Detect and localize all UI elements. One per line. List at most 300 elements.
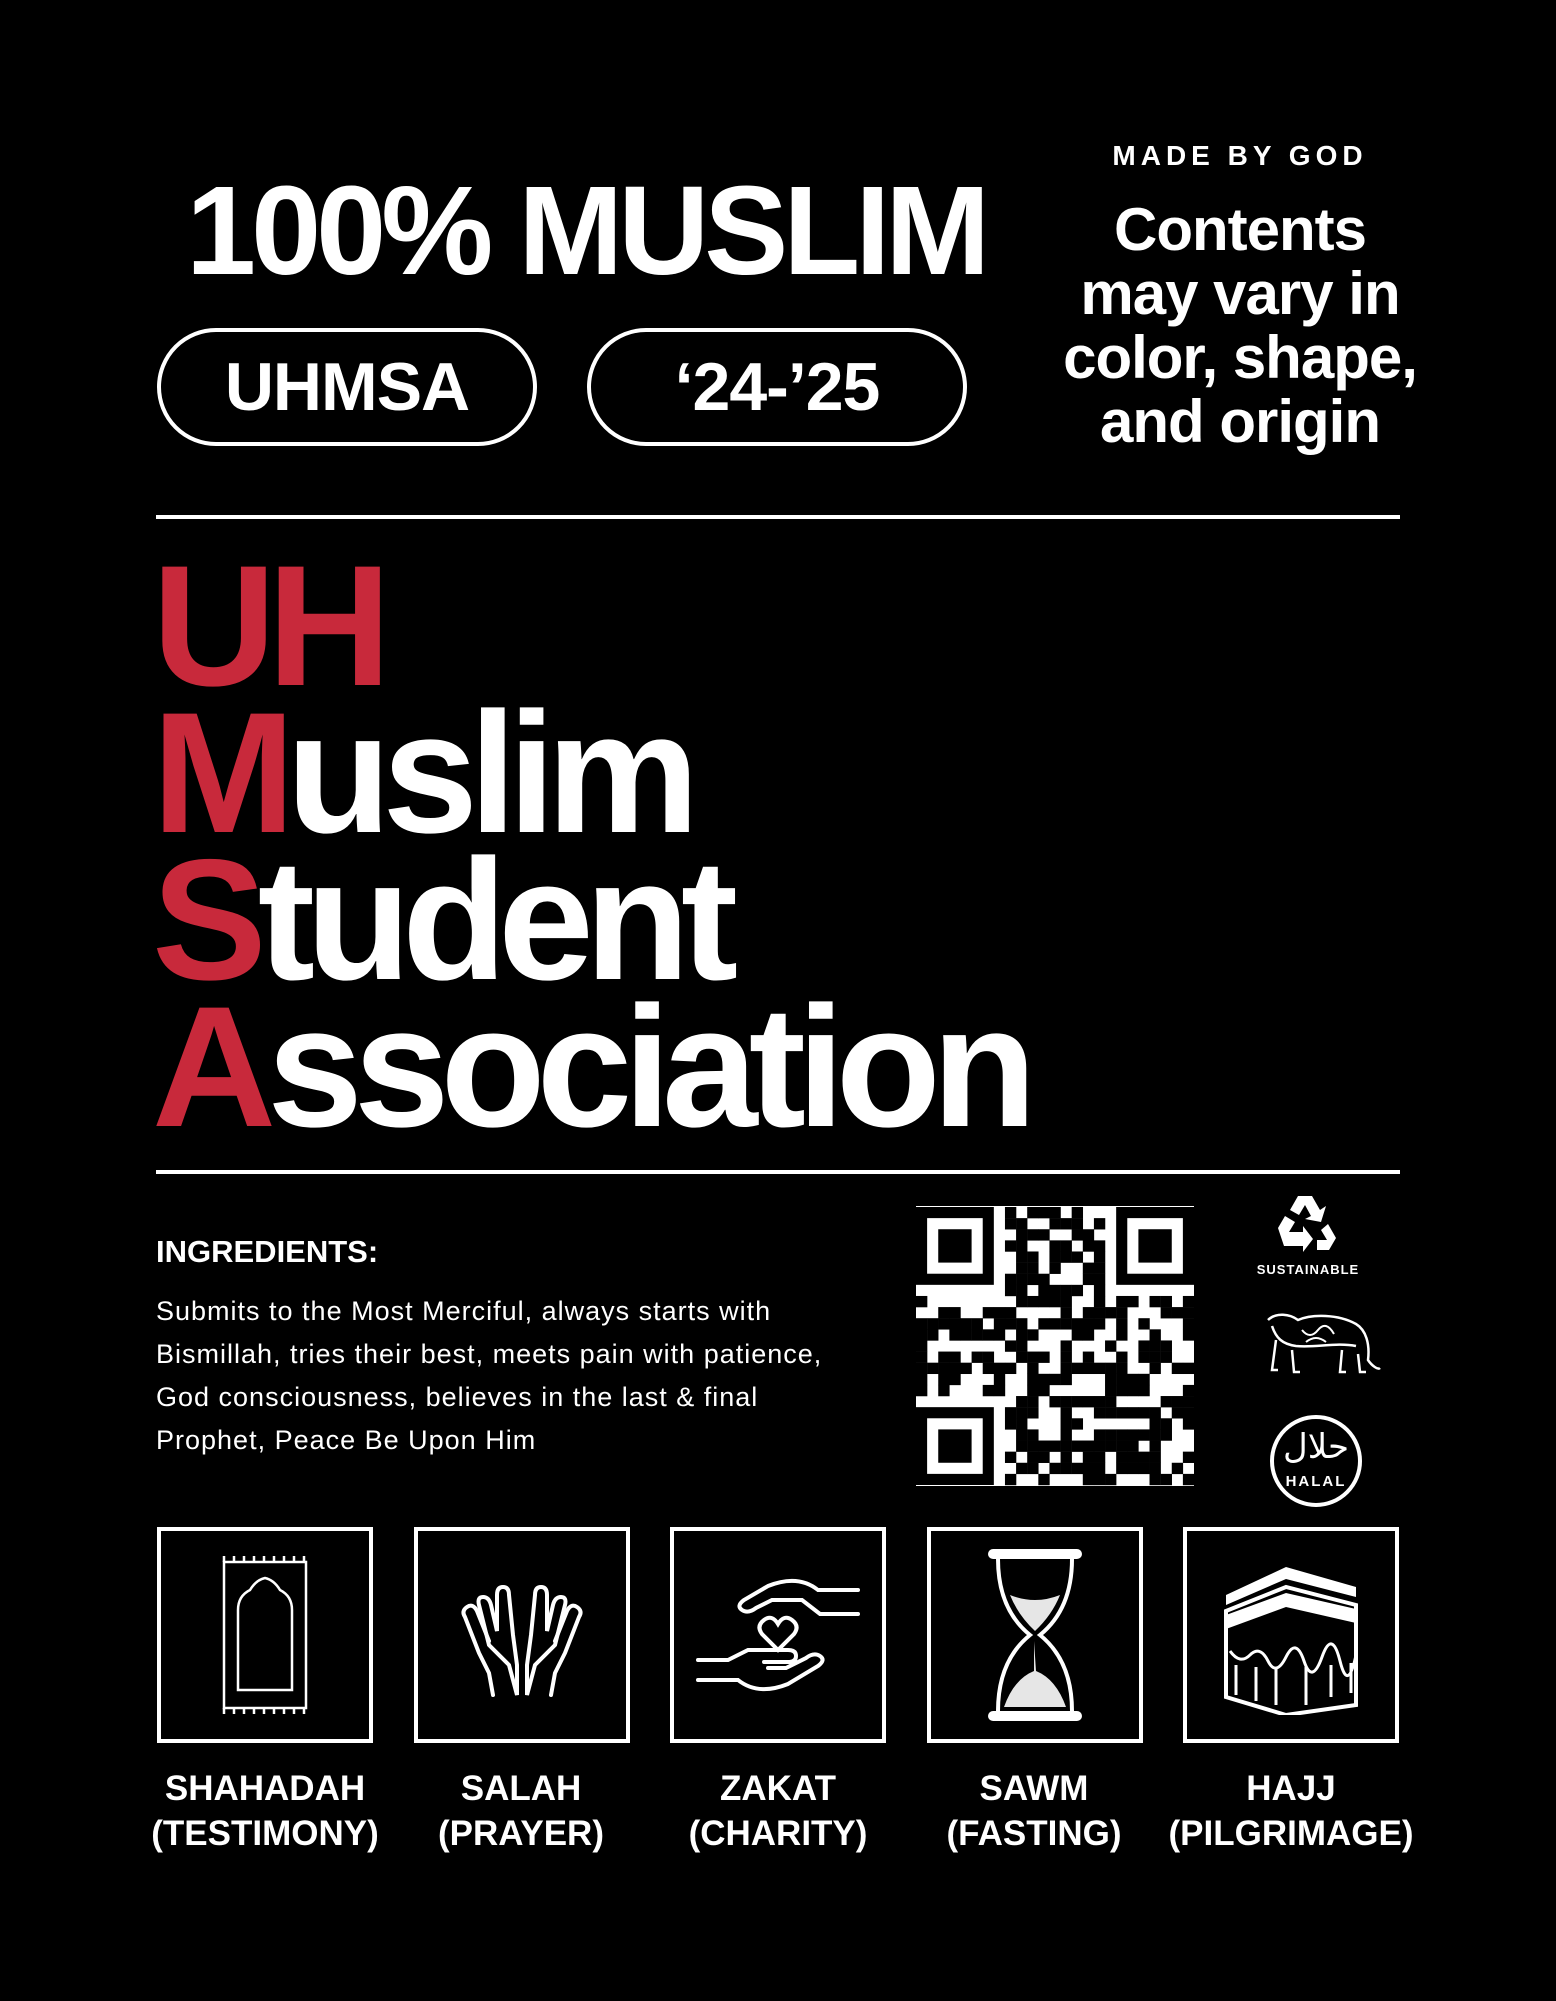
qr-module — [1005, 1407, 1016, 1418]
qr-module — [1027, 1274, 1038, 1285]
qr-module — [1094, 1318, 1105, 1329]
pillar-box-salah — [414, 1527, 630, 1743]
qr-module — [994, 1307, 1005, 1318]
qr-module — [1016, 1285, 1027, 1296]
initial: S — [152, 824, 258, 1016]
qr-module — [1127, 1429, 1138, 1440]
name-line — [152, 971, 1028, 1163]
qr-module — [1105, 1374, 1116, 1385]
qr-module — [1105, 1407, 1116, 1418]
qr-module — [1005, 1363, 1016, 1374]
qr-module — [938, 1318, 949, 1329]
qr-module — [1027, 1229, 1038, 1240]
qr-module — [1127, 1407, 1138, 1418]
qr-module — [1027, 1363, 1038, 1374]
qr-module — [1027, 1441, 1038, 1452]
qr-module — [1116, 1452, 1127, 1463]
qr-module — [1094, 1263, 1105, 1274]
pillar-label — [135, 1766, 395, 1856]
pillar-name: SAWM — [979, 1769, 1089, 1808]
qr-module — [1138, 1340, 1149, 1351]
qr-module — [1150, 1474, 1161, 1485]
qr-module — [1094, 1429, 1105, 1440]
qr-module — [1049, 1285, 1060, 1296]
qr-module — [1016, 1441, 1027, 1452]
qr-module — [1016, 1329, 1027, 1340]
qr-module — [927, 1329, 938, 1340]
qr-module — [1150, 1340, 1161, 1351]
word-rest: uslim — [286, 677, 691, 869]
qr-module — [1127, 1441, 1138, 1452]
qr-module — [1027, 1263, 1038, 1274]
contents-line: color, shape, — [1063, 324, 1417, 391]
qr-module — [1016, 1429, 1027, 1440]
qr-module — [916, 1363, 927, 1374]
qr-module — [1061, 1441, 1072, 1452]
initial: M — [152, 677, 287, 869]
qr-module — [1127, 1452, 1138, 1463]
qr-module — [1161, 1340, 1172, 1351]
qr-module — [1138, 1407, 1149, 1418]
qr-module — [1072, 1329, 1083, 1340]
divider — [156, 515, 1400, 519]
qr-module — [983, 1363, 994, 1374]
qr-module — [1005, 1218, 1016, 1229]
qr-module — [1038, 1374, 1049, 1385]
qr-module — [1138, 1452, 1149, 1463]
qr-module — [1072, 1441, 1083, 1452]
qr-module — [1183, 1396, 1194, 1407]
qr-module — [1150, 1452, 1161, 1463]
qr-module — [1005, 1274, 1016, 1285]
qr-module — [1127, 1385, 1138, 1396]
qr-module — [1072, 1463, 1083, 1474]
qr-module — [1172, 1363, 1183, 1374]
qr-module — [1150, 1441, 1161, 1452]
halal-arabic: حلال — [1282, 1427, 1349, 1467]
qr-module — [1183, 1318, 1194, 1329]
qr-module — [1083, 1452, 1094, 1463]
contents-line: Contents — [1114, 196, 1366, 263]
qr-module — [994, 1385, 1005, 1396]
qr-module — [1072, 1229, 1083, 1240]
qr-module — [1049, 1296, 1060, 1307]
qr-module — [1138, 1318, 1149, 1329]
qr-module — [1016, 1463, 1027, 1474]
pillar-sub: (TESTIMONY) — [151, 1814, 379, 1853]
qr-module — [1061, 1396, 1072, 1407]
kaaba-icon — [1206, 1555, 1376, 1715]
qr-module — [1138, 1352, 1149, 1363]
qr-module — [1116, 1407, 1127, 1418]
qr-module — [1183, 1307, 1194, 1318]
qr-module — [1061, 1340, 1072, 1351]
qr-module — [1116, 1463, 1127, 1474]
qr-module — [1083, 1229, 1094, 1240]
halal-label: HALAL — [1285, 1473, 1347, 1490]
qr-module — [1094, 1218, 1105, 1229]
ingredients-heading: INGREDIENTS: — [156, 1234, 379, 1269]
contents-line: and origin — [1100, 388, 1380, 455]
qr-module — [1150, 1429, 1161, 1440]
qr-module — [916, 1352, 927, 1363]
qr-module — [916, 1318, 927, 1329]
qr-module — [1083, 1307, 1094, 1318]
qr-module — [1016, 1318, 1027, 1329]
qr-module — [983, 1329, 994, 1340]
pillar-box-sawm — [927, 1527, 1143, 1743]
qr-module — [1072, 1318, 1083, 1329]
qr-module — [1061, 1218, 1072, 1229]
qr-module — [1049, 1218, 1060, 1229]
qr-module — [1016, 1407, 1027, 1418]
qr-module — [1038, 1385, 1049, 1396]
qr-module — [1061, 1296, 1072, 1307]
qr-module — [1027, 1251, 1038, 1262]
qr-module — [1016, 1418, 1027, 1429]
qr-module — [972, 1318, 983, 1329]
qr-module — [916, 1374, 927, 1385]
qr-module — [949, 1374, 960, 1385]
qr-module — [1161, 1307, 1172, 1318]
qr-module — [1083, 1329, 1094, 1340]
qr-module — [1061, 1407, 1072, 1418]
qr-module — [1183, 1452, 1194, 1463]
qr-module — [1027, 1385, 1038, 1396]
qr-module — [1094, 1441, 1105, 1452]
pillar-name: HAJJ — [1246, 1769, 1336, 1808]
qr-module — [1049, 1441, 1060, 1452]
calligraphy-lion-icon — [1262, 1310, 1382, 1382]
qr-module — [1072, 1251, 1083, 1262]
word-rest: tudent — [257, 824, 730, 1016]
pillar-label — [1161, 1766, 1421, 1856]
qr-module — [1061, 1251, 1072, 1262]
qr-module — [1172, 1463, 1183, 1474]
qr-module — [949, 1329, 960, 1340]
qr-module — [1083, 1474, 1094, 1485]
pillar-sub: (CHARITY) — [688, 1814, 868, 1853]
qr-module — [1005, 1474, 1016, 1485]
qr-module — [1038, 1352, 1049, 1363]
qr-module — [1005, 1318, 1016, 1329]
qr-module — [1150, 1407, 1161, 1418]
sustainable-label: SUSTAINABLE — [1256, 1262, 1360, 1277]
qr-module — [972, 1329, 983, 1340]
qr-module — [1038, 1274, 1049, 1285]
qr-module — [1049, 1240, 1060, 1251]
qr-module — [1116, 1374, 1127, 1385]
pillar-name: SHAHADAH — [164, 1769, 366, 1808]
qr-module — [1150, 1296, 1161, 1307]
pillar-sub: (FASTING) — [946, 1814, 1122, 1853]
qr-module — [960, 1329, 971, 1340]
qr-module — [1116, 1318, 1127, 1329]
pillar-box-zakat — [670, 1527, 886, 1743]
qr-module — [1072, 1285, 1083, 1296]
qr-module — [1083, 1240, 1094, 1251]
qr-module — [1016, 1274, 1027, 1285]
qr-module — [1150, 1418, 1161, 1429]
qr-module — [1016, 1396, 1027, 1407]
pillar-box-shahadah — [157, 1527, 373, 1743]
qr-module — [1083, 1318, 1094, 1329]
qr-module — [1072, 1207, 1083, 1218]
qr-module — [1061, 1418, 1072, 1429]
qr-module — [916, 1296, 927, 1307]
qr-module — [938, 1352, 949, 1363]
qr-module — [1094, 1307, 1105, 1318]
halal-badge — [1268, 1413, 1364, 1514]
qr-module — [1027, 1352, 1038, 1363]
qr-module — [1016, 1340, 1027, 1351]
qr-module — [1038, 1229, 1049, 1240]
qr-module — [927, 1318, 938, 1329]
qr-module — [1116, 1296, 1127, 1307]
qr-module — [1016, 1263, 1027, 1274]
qr-module — [1094, 1240, 1105, 1251]
qr-module — [916, 1385, 927, 1396]
qr-module — [972, 1352, 983, 1363]
qr-module — [1027, 1429, 1038, 1440]
qr-module — [1161, 1474, 1172, 1485]
qr-module — [1183, 1363, 1194, 1374]
qr-module — [1005, 1452, 1016, 1463]
qr-module — [1105, 1396, 1116, 1407]
qr-module — [1038, 1474, 1049, 1485]
qr-module — [1172, 1396, 1183, 1407]
qr-module — [1061, 1352, 1072, 1363]
qr-module — [1016, 1251, 1027, 1262]
qr-module — [1105, 1340, 1116, 1351]
qr-module — [1027, 1463, 1038, 1474]
qr-module — [1183, 1296, 1194, 1307]
qr-module — [1016, 1352, 1027, 1363]
qr-module — [1116, 1385, 1127, 1396]
qr-module — [994, 1363, 1005, 1374]
qr-module — [960, 1363, 971, 1374]
qr-module — [1005, 1285, 1016, 1296]
qr-module — [994, 1318, 1005, 1329]
qr-module — [1116, 1363, 1127, 1374]
contents-line: may vary in — [1080, 260, 1400, 327]
pillar-label — [648, 1766, 908, 1856]
qr-module — [1005, 1418, 1016, 1429]
qr-module — [938, 1374, 949, 1385]
qr-module — [1016, 1240, 1027, 1251]
qr-module — [1105, 1429, 1116, 1440]
qr-module — [1061, 1452, 1072, 1463]
qr-code[interactable] — [916, 1206, 1194, 1486]
initial: A — [152, 971, 268, 1163]
qr-module — [1105, 1385, 1116, 1396]
qr-module — [1083, 1363, 1094, 1374]
qr-module — [1105, 1307, 1116, 1318]
qr-module — [1005, 1207, 1016, 1218]
qr-module — [949, 1363, 960, 1374]
qr-module — [1072, 1396, 1083, 1407]
qr-module — [1061, 1318, 1072, 1329]
pillar-label — [391, 1766, 651, 1856]
contents-note — [1020, 198, 1460, 454]
qr-module — [1105, 1474, 1116, 1485]
qr-module — [1116, 1352, 1127, 1363]
qr-module — [1183, 1329, 1194, 1340]
qr-module — [1183, 1474, 1194, 1485]
qr-module — [1038, 1318, 1049, 1329]
qr-module — [994, 1329, 1005, 1340]
qr-module — [938, 1307, 949, 1318]
qr-module — [1183, 1407, 1194, 1418]
qr-module — [1094, 1363, 1105, 1374]
qr-module — [1038, 1452, 1049, 1463]
qr-module — [1038, 1441, 1049, 1452]
qr-module — [1016, 1296, 1027, 1307]
qr-module — [949, 1318, 960, 1329]
qr-module — [1161, 1296, 1172, 1307]
qr-module — [938, 1385, 949, 1396]
qr-module — [927, 1363, 938, 1374]
qr-module — [1138, 1463, 1149, 1474]
pillar-sub: (PRAYER) — [438, 1814, 604, 1853]
pillar-name: SALAH — [460, 1769, 582, 1808]
qr-module — [1094, 1452, 1105, 1463]
qr-module — [1061, 1363, 1072, 1374]
qr-module — [1038, 1207, 1049, 1218]
qr-module — [1116, 1429, 1127, 1440]
qr-module — [1094, 1474, 1105, 1485]
qr-module — [1116, 1329, 1127, 1340]
qr-module — [1016, 1218, 1027, 1229]
qr-module — [1127, 1374, 1138, 1385]
qr-module — [1150, 1363, 1161, 1374]
qr-module — [1061, 1463, 1072, 1474]
recycle-icon — [1270, 1192, 1340, 1258]
qr-module — [1061, 1285, 1072, 1296]
qr-module — [1049, 1374, 1060, 1385]
qr-module — [983, 1385, 994, 1396]
qr-module — [1161, 1418, 1172, 1429]
org-pill: UHMSA — [157, 328, 537, 446]
qr-module — [1183, 1418, 1194, 1429]
qr-module — [1094, 1463, 1105, 1474]
qr-module — [1094, 1251, 1105, 1262]
qr-module — [1150, 1352, 1161, 1363]
qr-module — [1049, 1463, 1060, 1474]
qr-module — [1105, 1441, 1116, 1452]
made-by-label: MADE BY GOD — [1112, 140, 1368, 171]
headline: 100% MUSLIM — [186, 160, 986, 301]
qr-module — [1027, 1329, 1038, 1340]
qr-module — [1061, 1374, 1072, 1385]
qr-module — [1027, 1396, 1038, 1407]
word-rest: ssociation — [267, 971, 1028, 1163]
qr-module — [1083, 1396, 1094, 1407]
qr-module — [1161, 1352, 1172, 1363]
qr-module — [1127, 1296, 1138, 1307]
qr-module — [1061, 1240, 1072, 1251]
qr-module — [1038, 1296, 1049, 1307]
qr-module — [983, 1352, 994, 1363]
qr-module — [1083, 1352, 1094, 1363]
qr-module — [1138, 1385, 1149, 1396]
qr-module — [1161, 1429, 1172, 1440]
qr-module — [1172, 1307, 1183, 1318]
qr-module — [1094, 1396, 1105, 1407]
qr-module — [1049, 1251, 1060, 1262]
qr-module — [1072, 1418, 1083, 1429]
qr-module — [1027, 1452, 1038, 1463]
qr-module — [1150, 1329, 1161, 1340]
qr-module — [1027, 1207, 1038, 1218]
qr-module — [1049, 1263, 1060, 1274]
divider — [156, 1170, 1400, 1174]
ingredients-text: Submits to the Most Merciful, always starts with Bismillah, tries their best, meets pain with patience, God consciousness, believes in the last & final Prophet, Peace Be Upon Him — [156, 1296, 823, 1455]
qr-module — [1127, 1463, 1138, 1474]
qr-module — [1049, 1396, 1060, 1407]
qr-module — [916, 1329, 927, 1340]
qr-module — [1027, 1296, 1038, 1307]
qr-module — [1083, 1463, 1094, 1474]
qr-module — [1027, 1374, 1038, 1385]
hourglass-icon — [980, 1545, 1090, 1725]
qr-module — [983, 1307, 994, 1318]
qr-module — [1083, 1441, 1094, 1452]
qr-module — [1105, 1363, 1116, 1374]
qr-module — [1072, 1218, 1083, 1229]
qr-module — [1138, 1429, 1149, 1440]
qr-module — [1027, 1407, 1038, 1418]
qr-module — [1094, 1407, 1105, 1418]
qr-module — [1005, 1340, 1016, 1351]
qr-module — [1138, 1374, 1149, 1385]
qr-module — [1094, 1296, 1105, 1307]
qr-module — [1094, 1274, 1105, 1285]
prayer-mat-icon — [210, 1550, 320, 1720]
qr-module — [1061, 1429, 1072, 1440]
qr-module — [938, 1363, 949, 1374]
qr-module — [949, 1352, 960, 1363]
qr-module — [1083, 1263, 1094, 1274]
pillar-box-hajj — [1183, 1527, 1399, 1743]
pillar-sub: (PILGRIMAGE) — [1168, 1814, 1414, 1853]
qr-module — [949, 1307, 960, 1318]
qr-module — [1049, 1207, 1060, 1218]
pillar-name: ZAKAT — [720, 1769, 836, 1808]
qr-module — [1183, 1385, 1194, 1396]
qr-module — [1049, 1318, 1060, 1329]
qr-module — [1072, 1363, 1083, 1374]
qr-module — [1150, 1463, 1161, 1474]
initial: UH — [152, 530, 383, 722]
qr-module — [1005, 1307, 1016, 1318]
qr-module — [1116, 1441, 1127, 1452]
pillar-label — [904, 1766, 1164, 1856]
qr-module — [1016, 1229, 1027, 1240]
qr-module — [1038, 1285, 1049, 1296]
qr-module — [1172, 1407, 1183, 1418]
qr-module — [1161, 1396, 1172, 1407]
qr-module — [994, 1374, 1005, 1385]
qr-module — [960, 1318, 971, 1329]
qr-module — [1005, 1240, 1016, 1251]
qr-module — [1061, 1307, 1072, 1318]
qr-module — [1083, 1274, 1094, 1285]
qr-module — [1116, 1307, 1127, 1318]
year-pill: ‘24-’25 — [587, 328, 967, 446]
praying-hands-icon — [437, 1565, 607, 1705]
qr-module — [916, 1340, 927, 1351]
